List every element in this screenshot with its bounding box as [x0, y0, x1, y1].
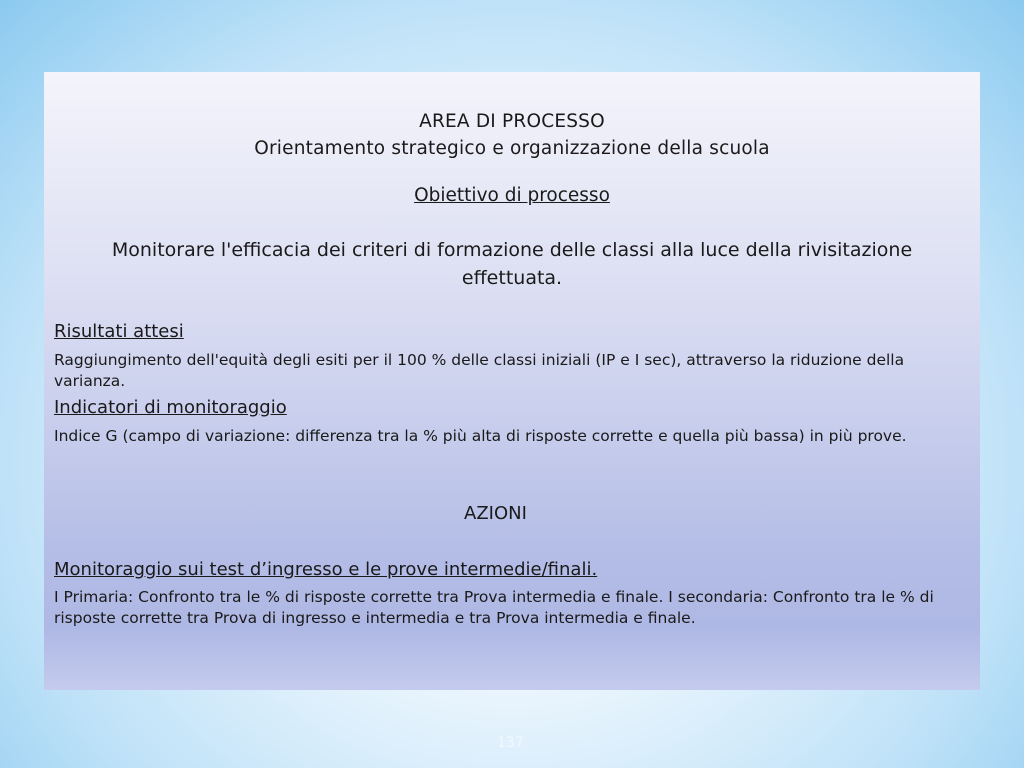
- results-heading: Risultati attesi: [54, 321, 184, 342]
- results-text: Raggiungimento dell'equità degli esiti per il 100 % delle classi iniziali (IP e I sec), attraverso la riduzione della varianza.: [54, 351, 905, 390]
- monitoring-heading: Monitoraggio sui test d’ingresso e le prove intermedie/finali.: [54, 559, 598, 580]
- objective-label: Obiettivo di processo: [414, 185, 610, 206]
- objective-text: Monitorare l'efficacia dei criteri di formazione delle classi alla luce della rivisitazione effettuata.: [111, 239, 913, 289]
- monitoring-text: I Primaria: Confronto tra le % di risposte corrette tra Prova intermedia e finale. I secondaria: Confronto tra le % di risposte corrette tra Prova di ingresso e intermedia e tra Prova intermedia e finale.: [54, 588, 934, 627]
- actions-label: AZIONI: [464, 503, 527, 524]
- area-label: AREA DI PROCESSO: [419, 111, 605, 132]
- content-panel: [44, 72, 980, 690]
- area-heading: [44, 108, 980, 162]
- indicators-heading: Indicatori di monitoraggio: [54, 397, 287, 418]
- page-number: 137: [497, 735, 524, 751]
- area-name: Orientamento strategico e organizzazione della scuola: [254, 138, 770, 159]
- indicators-text: Indice G (campo di variazione: differenza tra la % più alta di risposte corrette e quella più bassa) in più prove.: [54, 427, 907, 445]
